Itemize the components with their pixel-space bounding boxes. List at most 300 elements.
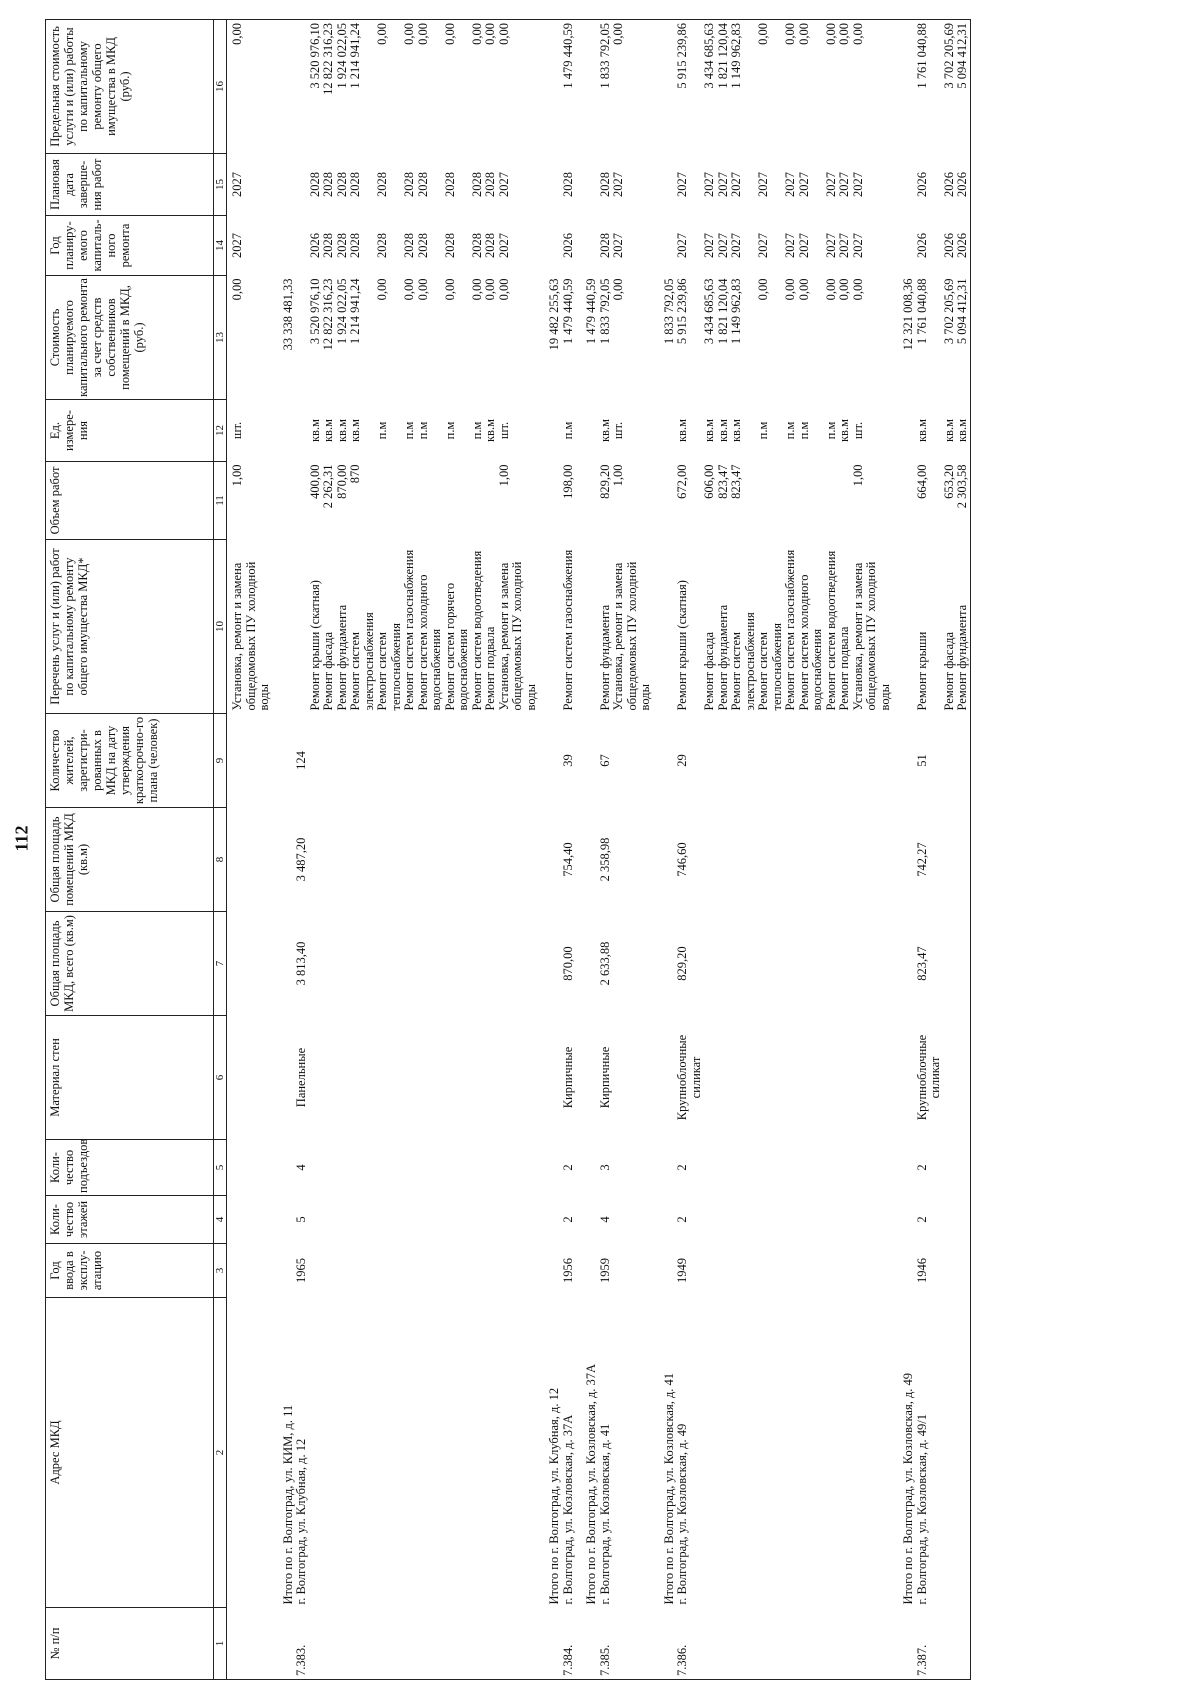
year-built-cell bbox=[784, 1244, 798, 1298]
unit-cell bbox=[892, 400, 916, 462]
unit-cell: п.м bbox=[442, 421, 457, 440]
year-built-cell bbox=[471, 1244, 485, 1298]
wall-material-cell bbox=[730, 1016, 757, 1140]
work-volume-cell bbox=[295, 462, 309, 540]
cost-cell: 1 833 792,05 bbox=[597, 278, 612, 345]
work-volume-cell: 664,00 bbox=[914, 464, 929, 499]
premises-area-cell bbox=[852, 808, 893, 912]
floors-cell: 4 bbox=[597, 1216, 612, 1223]
header-cell: Ед. измере-ния bbox=[46, 400, 214, 462]
completion-date-cell bbox=[892, 154, 916, 216]
address-cell: Итого по г. Волгоград, ул. КИМ, д. 11 bbox=[280, 1404, 295, 1605]
address-cell bbox=[403, 1298, 417, 1608]
floors-cell: 2 bbox=[914, 1216, 929, 1223]
floors-cell bbox=[227, 1196, 272, 1244]
work-volume-cell: 1,00 bbox=[850, 464, 865, 487]
year-built-cell bbox=[612, 1244, 653, 1298]
cost-cell: 0,00 bbox=[415, 278, 430, 301]
work-type-cell: Ремонт систем горячего водоснабжения bbox=[442, 582, 470, 711]
year-built-cell bbox=[322, 1244, 336, 1298]
address-cell: Итого по г. Волгоград, ул. Козловская, д. 37А bbox=[584, 1363, 598, 1605]
max-cost-cell: 0,00 bbox=[757, 20, 784, 154]
wall-material-cell bbox=[956, 1016, 970, 1140]
header-row bbox=[46, 20, 214, 1680]
work-type-cell: Ремонт фундамента bbox=[955, 604, 969, 711]
work-type-cell bbox=[892, 540, 916, 714]
residents-cell: 124 bbox=[294, 751, 308, 770]
wall-material-cell: Панельные bbox=[294, 1047, 308, 1108]
repair-year-cell: 2028 bbox=[402, 233, 416, 258]
column-number: 10 bbox=[214, 540, 227, 714]
total-area-cell bbox=[784, 912, 798, 1016]
completion-date-cell: 2027 bbox=[230, 172, 244, 197]
total-area-cell bbox=[730, 912, 757, 1016]
wall-material-cell bbox=[825, 1016, 839, 1140]
wall-material-cell: Крупноблочные силикат bbox=[914, 1034, 942, 1121]
year-built-cell bbox=[376, 1244, 403, 1298]
residents-cell bbox=[798, 714, 825, 808]
address-cell bbox=[703, 1298, 717, 1608]
year-built-cell: 1965 bbox=[294, 1258, 308, 1283]
table-row bbox=[444, 20, 471, 1680]
building-row bbox=[562, 20, 576, 1680]
unit-cell: п.м bbox=[756, 421, 770, 440]
floors-cell bbox=[757, 1196, 784, 1244]
max-cost-cell bbox=[892, 20, 916, 154]
floors-cell bbox=[498, 1196, 539, 1244]
header-cell: Коли-чество подъездов bbox=[46, 1140, 214, 1196]
work-type-cell: Установка, ремонт и замена общедомовых ПУ холодной воды bbox=[496, 561, 538, 711]
unit-cell: кв.м bbox=[941, 419, 956, 443]
entrances-cell bbox=[227, 1140, 272, 1196]
row-number bbox=[272, 1608, 296, 1680]
floors-cell bbox=[956, 1196, 970, 1244]
unit-cell: шт. bbox=[850, 421, 865, 440]
total-area-cell bbox=[717, 912, 731, 1016]
total-area-cell bbox=[322, 912, 336, 1016]
repair-year-cell: 2027 bbox=[230, 233, 244, 258]
residents-cell bbox=[943, 714, 957, 808]
max-cost-cell: 0,00 bbox=[798, 20, 825, 154]
unit-cell: кв.м bbox=[597, 419, 612, 443]
table-row bbox=[403, 20, 417, 1680]
floors-cell bbox=[471, 1196, 485, 1244]
total-area-cell bbox=[838, 912, 852, 1016]
table-row bbox=[322, 20, 336, 1680]
premises-area-cell: 746,60 bbox=[675, 842, 689, 877]
year-built-cell bbox=[444, 1244, 471, 1298]
work-type-cell: Ремонт систем теплоснабжения bbox=[375, 623, 403, 711]
work-volume-cell: 1,00 bbox=[230, 464, 244, 487]
residents-cell bbox=[956, 714, 970, 808]
address-cell bbox=[322, 1298, 336, 1608]
repair-year-cell bbox=[575, 216, 599, 276]
total-area-cell bbox=[703, 912, 717, 1016]
header-cell: Количество жителей, зарегистри-рованных в МКД на дату утверждения краткосрочно-го плана (человек) bbox=[46, 714, 214, 808]
table-row bbox=[417, 20, 444, 1680]
floors-cell bbox=[349, 1196, 376, 1244]
table-row bbox=[798, 20, 825, 1680]
premises-area-cell bbox=[417, 808, 444, 912]
total-area-cell bbox=[798, 912, 825, 1016]
row-number bbox=[471, 1608, 485, 1680]
floors-cell bbox=[538, 1196, 562, 1244]
completion-date-cell bbox=[575, 154, 599, 216]
wall-material-cell bbox=[227, 1016, 272, 1140]
completion-date-cell: 2028 bbox=[321, 172, 335, 197]
repair-year-cell: 2027 bbox=[702, 233, 716, 258]
floors-cell: 2 bbox=[675, 1216, 689, 1223]
repair-year-cell: 2028 bbox=[483, 233, 497, 258]
residents-cell bbox=[376, 714, 403, 808]
column-number: 14 bbox=[214, 216, 227, 276]
max-cost-cell: 0,00 bbox=[417, 20, 444, 154]
repair-year-cell bbox=[272, 216, 296, 276]
unit-cell bbox=[295, 400, 309, 462]
work-type-cell bbox=[272, 540, 296, 714]
work-type-cell: Ремонт фасада bbox=[941, 631, 956, 711]
residents-cell bbox=[717, 714, 731, 808]
work-type-cell bbox=[653, 540, 677, 714]
premises-area-cell bbox=[322, 808, 336, 912]
entrances-cell bbox=[892, 1140, 916, 1196]
table-row bbox=[784, 20, 798, 1680]
work-volume-cell: 1,00 bbox=[496, 464, 511, 487]
wall-material-cell bbox=[943, 1016, 957, 1140]
residents-cell bbox=[227, 714, 272, 808]
wall-material-cell: Кирпичные bbox=[560, 1046, 575, 1109]
unit-cell: кв.м bbox=[321, 419, 335, 443]
row-number: 7.383. bbox=[295, 1608, 309, 1680]
repair-year-cell: 2028 bbox=[375, 233, 389, 258]
total-row bbox=[575, 20, 599, 1680]
column-number: 3 bbox=[214, 1244, 227, 1298]
cost-cell: 0,00 bbox=[469, 278, 484, 301]
work-type-cell: Ремонт фундамента bbox=[715, 604, 730, 711]
floors-cell bbox=[784, 1196, 798, 1244]
residents-cell bbox=[417, 714, 444, 808]
address-cell bbox=[757, 1298, 784, 1608]
table-row bbox=[227, 20, 272, 1680]
floors-cell: 2 bbox=[560, 1216, 575, 1223]
column-number: 8 bbox=[214, 808, 227, 912]
repair-year-cell: 2027 bbox=[496, 233, 511, 258]
table-row bbox=[612, 20, 653, 1680]
address-cell bbox=[227, 1298, 272, 1608]
cost-cell: 3 520 976,10 bbox=[307, 278, 322, 345]
floors-cell bbox=[730, 1196, 757, 1244]
total-area-cell bbox=[336, 912, 350, 1016]
max-cost-cell: 0,00 bbox=[403, 20, 417, 154]
max-cost-cell: 1 149 962,83 bbox=[730, 20, 757, 154]
work-volume-cell bbox=[892, 462, 916, 540]
entrances-cell bbox=[309, 1140, 323, 1196]
premises-area-cell: 754,40 bbox=[560, 842, 575, 877]
work-volume-cell: 829,20 bbox=[597, 464, 612, 499]
max-cost-cell: 0,00 bbox=[784, 20, 798, 154]
year-built-cell: 1959 bbox=[597, 1258, 612, 1283]
building-row bbox=[295, 20, 309, 1680]
floors-cell bbox=[798, 1196, 825, 1244]
table-row bbox=[484, 20, 498, 1680]
repair-year-cell: 2027 bbox=[729, 233, 743, 258]
total-area-cell: 829,20 bbox=[675, 946, 689, 981]
column-number: 13 bbox=[214, 276, 227, 400]
total-area-cell bbox=[272, 912, 296, 1016]
premises-area-cell bbox=[538, 808, 562, 912]
floors-cell bbox=[272, 1196, 296, 1244]
row-number bbox=[956, 1608, 970, 1680]
cost-cell: 1 479 440,59 bbox=[584, 278, 598, 345]
max-cost-cell: 0,00 bbox=[838, 20, 852, 154]
max-cost-cell: 5 915 239,86 bbox=[676, 20, 703, 154]
unit-cell: кв.м bbox=[675, 419, 689, 443]
premises-area-cell bbox=[349, 808, 376, 912]
completion-date-cell: 2027 bbox=[783, 172, 797, 197]
floors-cell bbox=[309, 1196, 323, 1244]
address-cell bbox=[498, 1298, 539, 1608]
total-area-cell bbox=[349, 912, 376, 1016]
completion-date-cell bbox=[538, 154, 562, 216]
cost-cell: 1 833 792,05 bbox=[661, 278, 676, 345]
address-cell bbox=[484, 1298, 498, 1608]
completion-date-cell: 2028 bbox=[375, 172, 389, 197]
entrances-cell bbox=[403, 1140, 417, 1196]
total-area-cell bbox=[403, 912, 417, 1016]
column-number: 9 bbox=[214, 714, 227, 808]
residents-cell bbox=[730, 714, 757, 808]
address-cell bbox=[943, 1298, 957, 1608]
premises-area-cell bbox=[653, 808, 677, 912]
max-cost-cell: 0,00 bbox=[498, 20, 539, 154]
repair-year-cell: 2027 bbox=[611, 233, 625, 258]
completion-date-cell: 2026 bbox=[955, 172, 969, 197]
address-cell bbox=[376, 1298, 403, 1608]
completion-date-cell: 2028 bbox=[402, 172, 416, 197]
wall-material-cell bbox=[349, 1016, 376, 1140]
table-row bbox=[336, 20, 350, 1680]
entrances-cell bbox=[471, 1140, 485, 1196]
floors-cell bbox=[943, 1196, 957, 1244]
address-cell: г. Волгоград, ул. Клубная, д. 12 bbox=[294, 1438, 308, 1605]
repair-year-cell: 2027 bbox=[675, 233, 689, 258]
premises-area-cell bbox=[498, 808, 539, 912]
max-cost-cell: 0,00 bbox=[376, 20, 403, 154]
row-number bbox=[575, 1608, 599, 1680]
total-area-cell: 870,00 bbox=[560, 946, 575, 981]
row-number bbox=[227, 1608, 272, 1680]
header-cell: Материал стен bbox=[46, 1016, 214, 1140]
completion-date-cell: 2026 bbox=[941, 172, 956, 197]
premises-area-cell bbox=[784, 808, 798, 912]
work-type-cell: Ремонт фасада bbox=[702, 631, 716, 711]
max-cost-cell: 0,00 bbox=[484, 20, 498, 154]
row-number bbox=[852, 1608, 893, 1680]
year-built-cell: 1949 bbox=[675, 1258, 689, 1283]
max-cost-cell: 12 822 316,23 bbox=[322, 20, 336, 154]
wall-material-cell bbox=[376, 1016, 403, 1140]
header-cell: Год планиру-емого капиталь-ного ремонта bbox=[46, 216, 214, 276]
address-cell bbox=[417, 1298, 444, 1608]
repair-year-cell bbox=[653, 216, 677, 276]
unit-cell: кв.м bbox=[729, 419, 743, 443]
work-type-cell: Ремонт крыши bbox=[914, 631, 929, 711]
repair-year-cell: 2028 bbox=[348, 233, 362, 258]
work-type-cell bbox=[575, 540, 599, 714]
premises-area-cell: 2 358,98 bbox=[597, 837, 612, 882]
premises-area-cell bbox=[717, 808, 731, 912]
wall-material-cell bbox=[838, 1016, 852, 1140]
header-cell: Общая площадь помещений МКД (кв.м) bbox=[46, 808, 214, 912]
address-cell bbox=[349, 1298, 376, 1608]
residents-cell bbox=[575, 714, 599, 808]
building-row bbox=[676, 20, 703, 1680]
address-cell: г. Волгоград, ул. Козловская, д. 49 bbox=[675, 1423, 689, 1605]
residents-cell bbox=[272, 714, 296, 808]
cost-cell: 1 821 120,04 bbox=[715, 278, 730, 345]
unit-cell: кв.м bbox=[702, 419, 716, 443]
max-cost-cell: 1 924 022,05 bbox=[336, 20, 350, 154]
unit-cell: кв.м bbox=[837, 419, 851, 443]
table-row bbox=[717, 20, 731, 1680]
table-row bbox=[838, 20, 852, 1680]
unit-cell: кв.м bbox=[715, 419, 730, 443]
repair-year-cell: 2028 bbox=[415, 233, 430, 258]
header-cell: Стоимость планируемого капитального ремонта за счет средств собственников помещений в МКД, (руб.) bbox=[46, 276, 214, 400]
floors-cell: 5 bbox=[294, 1216, 308, 1223]
table-row bbox=[730, 20, 757, 1680]
year-built-cell bbox=[852, 1244, 893, 1298]
floors-cell bbox=[703, 1196, 717, 1244]
repair-year-cell: 2026 bbox=[307, 233, 322, 258]
total-area-cell bbox=[892, 912, 916, 1016]
row-number bbox=[349, 1608, 376, 1680]
work-type-cell: Ремонт фасада bbox=[321, 631, 335, 711]
year-built-cell bbox=[227, 1244, 272, 1298]
premises-area-cell bbox=[403, 808, 417, 912]
total-area-cell: 3 813,40 bbox=[294, 941, 308, 986]
column-number: 5 bbox=[214, 1140, 227, 1196]
row-number bbox=[538, 1608, 562, 1680]
work-volume-cell: 606,00 bbox=[702, 464, 716, 499]
year-built-cell bbox=[498, 1244, 539, 1298]
max-cost-cell: 0,00 bbox=[852, 20, 893, 154]
work-volume-cell bbox=[471, 462, 485, 540]
row-number bbox=[612, 1608, 653, 1680]
premises-area-cell bbox=[612, 808, 653, 912]
column-number: 2 bbox=[214, 1298, 227, 1608]
work-volume-cell: 198,00 bbox=[560, 464, 575, 499]
row-number bbox=[757, 1608, 784, 1680]
completion-date-cell: 2027 bbox=[729, 172, 743, 197]
total-area-cell bbox=[444, 912, 471, 1016]
max-cost-cell: 1 479 440,59 bbox=[562, 20, 576, 154]
repair-year-cell: 2027 bbox=[796, 233, 811, 258]
address-cell bbox=[444, 1298, 471, 1608]
entrances-cell: 2 bbox=[675, 1164, 689, 1171]
work-volume-cell bbox=[272, 462, 296, 540]
residents-cell bbox=[471, 714, 485, 808]
cost-cell: 0,00 bbox=[837, 278, 851, 301]
year-built-cell bbox=[653, 1244, 677, 1298]
entrances-cell bbox=[784, 1140, 798, 1196]
premises-area-cell bbox=[943, 808, 957, 912]
repair-year-cell: 2028 bbox=[334, 233, 349, 258]
residents-cell bbox=[653, 714, 677, 808]
unit-cell: п.м bbox=[560, 421, 575, 440]
premises-area-cell bbox=[227, 808, 272, 912]
work-type-cell: Ремонт подвала bbox=[483, 626, 497, 711]
year-built-cell bbox=[349, 1244, 376, 1298]
year-built-cell bbox=[336, 1244, 350, 1298]
premises-area-cell bbox=[444, 808, 471, 912]
premises-area-cell bbox=[825, 808, 839, 912]
work-type-cell: Ремонт крыши (скатная) bbox=[675, 580, 689, 711]
work-type-cell: Ремонт систем электроснабжения bbox=[348, 612, 376, 711]
column-number: 12 bbox=[214, 400, 227, 462]
completion-date-cell: 2027 bbox=[496, 172, 511, 197]
cost-cell: 0,00 bbox=[783, 278, 797, 301]
entrances-cell bbox=[757, 1140, 784, 1196]
residents-cell bbox=[784, 714, 798, 808]
unit-cell bbox=[575, 400, 599, 462]
total-area-cell bbox=[612, 912, 653, 1016]
unit-cell: п.м bbox=[402, 421, 416, 440]
year-built-cell bbox=[798, 1244, 825, 1298]
total-area-cell bbox=[484, 912, 498, 1016]
residents-cell bbox=[757, 714, 784, 808]
unit-cell bbox=[272, 400, 296, 462]
row-number bbox=[703, 1608, 717, 1680]
work-volume-cell bbox=[417, 462, 444, 540]
entrances-cell bbox=[349, 1140, 376, 1196]
floors-cell bbox=[825, 1196, 839, 1244]
total-area-cell bbox=[309, 912, 323, 1016]
address-cell bbox=[825, 1298, 839, 1608]
work-type-cell: Ремонт систем теплоснабжения bbox=[756, 623, 784, 711]
entrances-cell: 4 bbox=[294, 1164, 308, 1171]
floors-cell bbox=[838, 1196, 852, 1244]
page-number: 112 bbox=[11, 825, 32, 852]
total-area-cell: 823,47 bbox=[914, 946, 929, 981]
address-cell bbox=[612, 1298, 653, 1608]
table-row bbox=[943, 20, 957, 1680]
total-area-cell bbox=[653, 912, 677, 1016]
work-type-cell: Ремонт систем водоотведения bbox=[469, 550, 484, 711]
total-area-cell bbox=[825, 912, 839, 1016]
completion-date-cell: 2027 bbox=[702, 172, 716, 197]
year-built-cell bbox=[717, 1244, 731, 1298]
unit-cell: шт. bbox=[230, 421, 244, 440]
unit-cell: п.м bbox=[823, 421, 838, 440]
wall-material-cell bbox=[653, 1016, 677, 1140]
completion-date-cell: 2028 bbox=[469, 172, 484, 197]
year-built-cell: 1946 bbox=[914, 1258, 929, 1283]
cost-cell: 5 915 239,86 bbox=[675, 278, 689, 345]
max-cost-cell: 0,00 bbox=[227, 20, 272, 154]
completion-date-cell: 2027 bbox=[850, 172, 865, 197]
floors-cell bbox=[653, 1196, 677, 1244]
column-number: 16 bbox=[214, 20, 227, 154]
total-area-cell bbox=[471, 912, 485, 1016]
header-cell: Адрес МКД bbox=[46, 1298, 214, 1608]
completion-date-cell: 2027 bbox=[823, 172, 838, 197]
residents-cell bbox=[322, 714, 336, 808]
completion-date-cell: 2027 bbox=[796, 172, 811, 197]
max-cost-cell: 5 094 412,31 bbox=[956, 20, 970, 154]
work-type-cell: Установка, ремонт и замена общедомовых ПУ холодной воды bbox=[230, 561, 271, 711]
premises-area-cell bbox=[484, 808, 498, 912]
